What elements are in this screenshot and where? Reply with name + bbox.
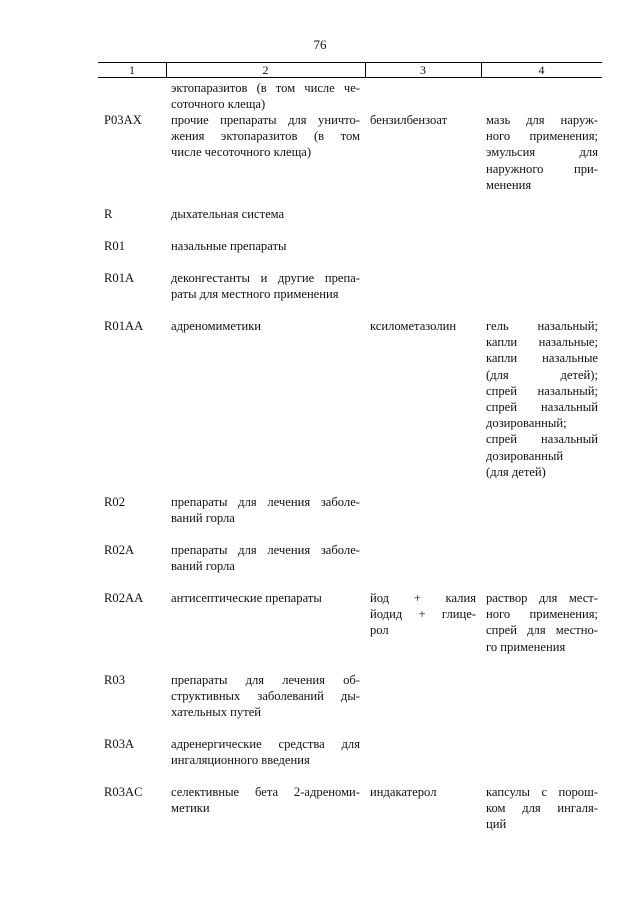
row-name: [171, 112, 360, 161]
header-col-2: 2: [262, 63, 269, 77]
row-code-line: R03A: [104, 737, 135, 751]
row-code-line: R01A: [104, 271, 135, 285]
row-dosage-form-line: го применения: [486, 639, 566, 654]
row-code: [104, 494, 166, 510]
row-dosage-form-line: гель назальный;: [486, 319, 598, 333]
row-name: [171, 590, 360, 606]
row-name: [171, 784, 360, 816]
row-code-line: R03: [104, 673, 125, 687]
row-name-line: ингаляционного введения: [171, 753, 310, 768]
row-code: [104, 318, 166, 334]
row-inn-line: йод + калия: [370, 591, 476, 605]
row-inn: [370, 784, 476, 800]
row-code-line: R03AC: [104, 785, 143, 799]
row-inn: [370, 590, 476, 639]
row-name: [171, 238, 360, 254]
row-name: [171, 736, 360, 768]
row-name-line: ваний горла: [171, 559, 235, 574]
header-col-4: 4: [538, 63, 545, 77]
row-dosage-form-line: (для детей): [486, 464, 546, 479]
row-dosage-form-line: капли назальные: [486, 351, 598, 366]
row-code-line: R02: [104, 495, 125, 509]
row-code-line: R01: [104, 239, 125, 253]
row-name-line: раты для местного применения: [171, 287, 339, 302]
row-dosage-form-line: мазь для наруж-: [486, 113, 598, 127]
row-code: [104, 542, 166, 558]
row-dosage-form-line: ного применения;: [486, 129, 598, 144]
row-dosage-form-line: ций: [486, 817, 507, 832]
row-code: [104, 784, 166, 800]
row-dosage-form: [486, 112, 598, 193]
row-dosage-form-line: спрей назальный: [486, 432, 598, 447]
row-name-line: препараты для лечения об-: [171, 673, 360, 687]
row-dosage-form: [486, 784, 598, 833]
row-dosage-form: [486, 318, 598, 480]
row-code: [104, 270, 166, 286]
row-name-line: метики: [171, 801, 210, 816]
row-name: [171, 270, 360, 302]
row-inn-line: рол: [370, 623, 389, 638]
row-name: [171, 206, 360, 222]
row-name-line: селективные бета 2-адреноми-: [171, 785, 360, 799]
row-dosage-form-line: капли назальные;: [486, 335, 598, 350]
row-inn: [370, 112, 476, 128]
row-name-line: адренергические средства для: [171, 737, 360, 751]
row-code: [104, 206, 166, 222]
row-name-line: соточного клеща): [171, 97, 266, 112]
row-dosage-form-line: спрей назальный: [486, 400, 598, 415]
row-dosage-form-line: дозированный: [486, 448, 564, 463]
row-code-line: R02A: [104, 543, 135, 557]
row-inn: [370, 318, 476, 334]
row-name-line: жения эктопаразитов (в том: [171, 129, 360, 144]
row-name-line: прочие препараты для уничто-: [171, 113, 360, 127]
row-dosage-form-line: дозированный;: [486, 416, 567, 431]
row-dosage-form-line: капсулы с порош-: [486, 785, 598, 799]
row-name-line: препараты для лечения заболе-: [171, 543, 360, 557]
row-name: [171, 80, 360, 112]
row-code: [104, 736, 166, 752]
row-dosage-form-line: спрей для местно-: [486, 623, 598, 638]
row-inn-line: индакатерол: [370, 785, 437, 799]
row-code: [104, 672, 166, 688]
row-name-line: числе чесоточного клеща): [171, 145, 312, 160]
row-name-line: дыхательная система: [171, 207, 285, 221]
row-inn-line: йодид + глице-: [370, 607, 476, 622]
row-name: [171, 494, 360, 526]
row-dosage-form-line: ком для ингаля-: [486, 801, 598, 816]
row-name-line: препараты для лечения заболе-: [171, 495, 360, 509]
row-code-line: R02AA: [104, 591, 144, 605]
row-code-line: R01AA: [104, 319, 144, 333]
row-name-line: назальные препараты: [171, 239, 287, 253]
row-code-line: R: [104, 207, 113, 221]
row-dosage-form-line: (для детей);: [486, 367, 598, 382]
row-code: [104, 238, 166, 254]
row-name-line: хательных путей: [171, 705, 262, 720]
row-dosage-form-line: ного применения;: [486, 607, 598, 622]
row-dosage-form-line: раствор для мест-: [486, 591, 598, 605]
row-name-line: ваний горла: [171, 511, 235, 526]
row-name-line: адреномиметики: [171, 319, 262, 333]
row-name: [171, 672, 360, 721]
row-code: [104, 590, 166, 606]
row-code: [104, 112, 166, 128]
page-number: 76: [313, 37, 327, 52]
row-inn-line: бензилбензоат: [370, 113, 448, 127]
row-dosage-form: [486, 590, 598, 655]
row-code-line: P03AX: [104, 113, 142, 127]
row-name: [171, 318, 360, 334]
row-dosage-form-line: эмульсия для: [486, 145, 598, 160]
row-name: [171, 542, 360, 574]
header-col-1: 1: [129, 63, 135, 77]
row-inn-line: ксилометазолин: [370, 319, 457, 333]
header-col-3: 3: [420, 63, 426, 77]
row-name-line: антисептические препараты: [171, 591, 322, 605]
row-name-line: деконгестанты и другие препа-: [171, 271, 360, 285]
row-dosage-form-line: наружного при-: [486, 161, 598, 176]
row-dosage-form-line: спрей назальный;: [486, 383, 598, 398]
row-name-line: структивных заболеваний ды-: [171, 689, 360, 704]
table-header: [98, 62, 602, 78]
row-dosage-form-line: менения: [486, 177, 532, 192]
row-name-line: эктопаразитов (в том числе че-: [171, 81, 360, 95]
